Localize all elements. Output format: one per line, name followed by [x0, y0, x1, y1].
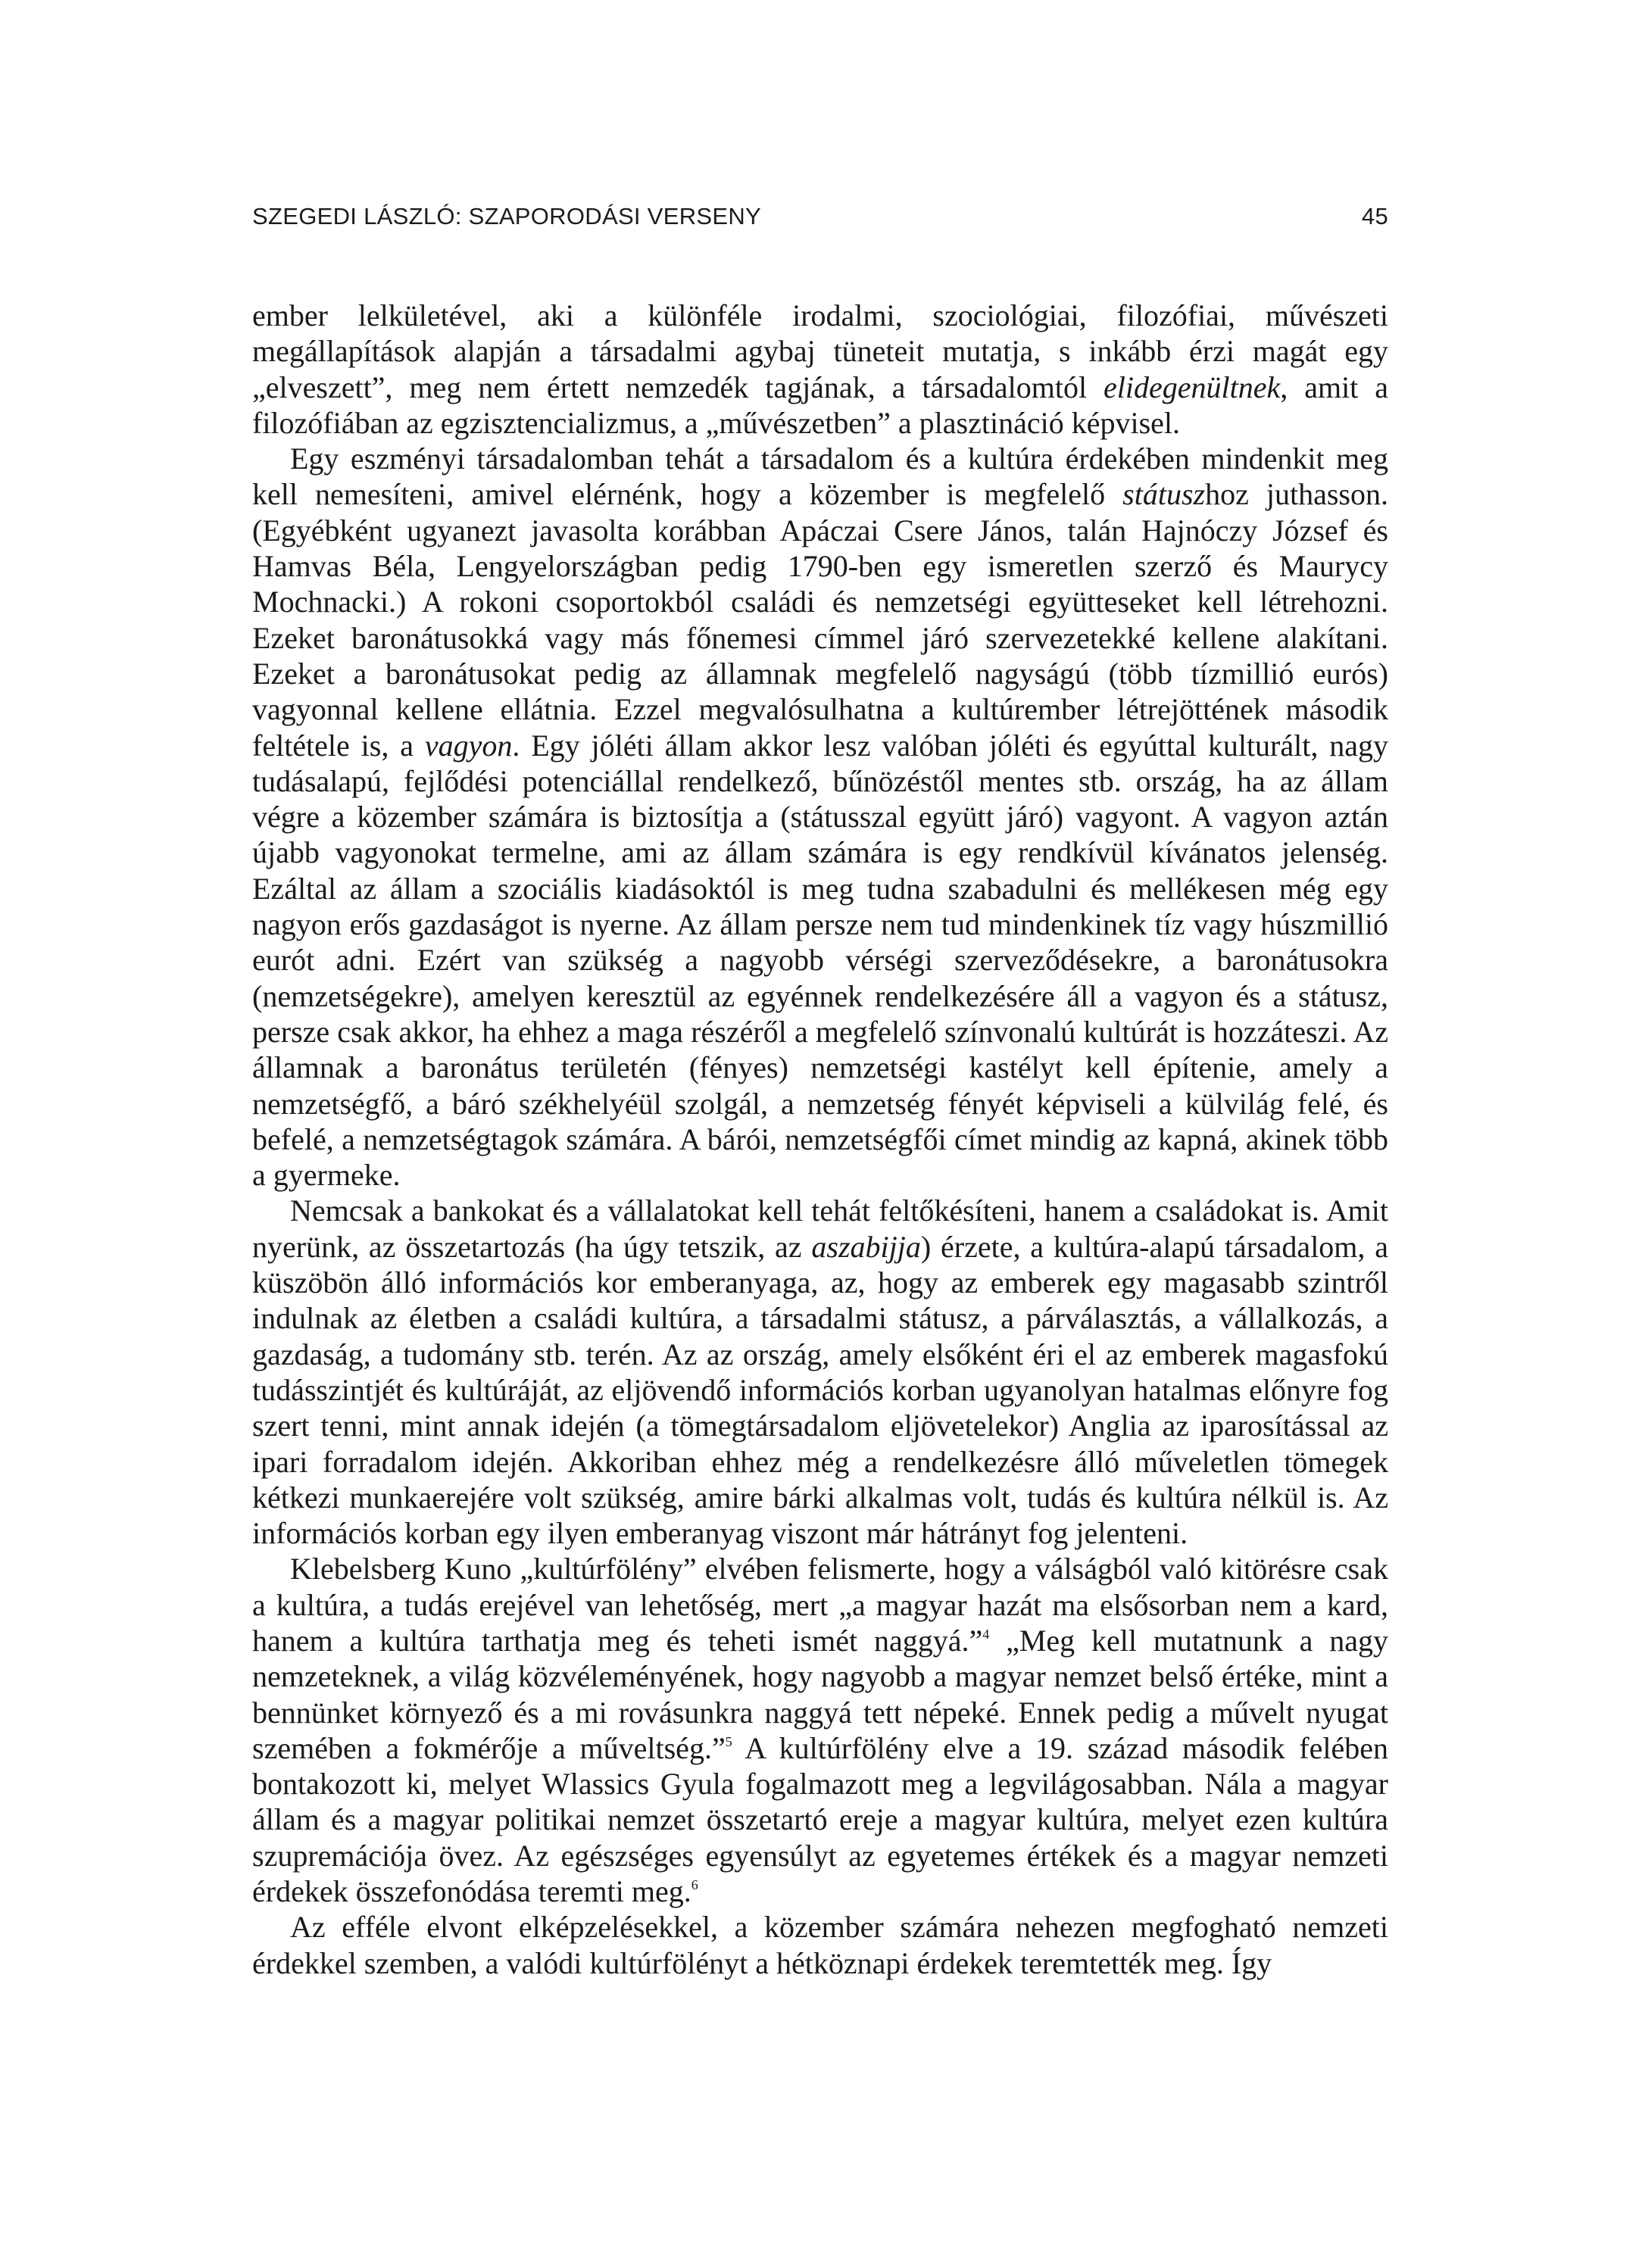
paragraph-text: Az efféle elvont elképzelésekkel, a közember számára nehezen megfogható nemzeti érdekkel szemben, a valódi kultúrfölényt a hétköznapi érdekek teremtették meg. Így: [252, 1910, 1388, 1980]
paragraph-text: , amit a filozófiában az egzisztencializmus, a „művészetben” a plasztináció képvisel.: [252, 370, 1388, 440]
paragraph-text: ember lelkületével, aki a különféle irodalmi, szociológiai, filozófiai, művészeti megállapítások alapján a társadalmi agybaj tüneteit mutatja, s inkább érzi magát egy „elveszett”, meg nem értett nemzedék tagjának, a társadalomtól: [252, 298, 1388, 404]
italic-term: vagyon: [424, 728, 513, 763]
paragraph-text: ) érzete, a kultúra-alapú társadalom, a küszöbön álló információs kor emberanyaga, az, hogy az emberek egy magasabb szintről indulnak az életben a családi kultúra, a társadalmi státusz, a párválasztás, a vállalkozás, a gazdaság, a tudomány stb. terén. Az az ország, amely elsőként éri el az emberek magasfokú tudásszintjét és kultúráját, az eljövendő információs korban ugyanolyan hatalmas előnyre fog szert tenni, mint annak idején (a tömegtársadalom eljövetelekor) Anglia az iparosítással az ipari forradalom idején. Akkoriban ehhez még a rendelkezésre álló műveletlen tömegek kétkezi munkaerejére volt szükség, amire bárki alkalmas volt, tudás és kultúra nélkül is. Az információs korban egy ilyen emberanyag viszont már hátrányt fog jelenteni.: [252, 1229, 1388, 1551]
paragraph-text: A kultúrfölény elve a 19. század második felében bontakozott ki, melyet Wlassics Gyula fogalmazott meg a legvilágosabban. Nála a magyar állam és a magyar politikai nemzet összetartó ereje a magyar kultúra, melyet ezen kultúra szupremációja övez. Az egészséges egyensúlyt az egyetemes értékek és a magyar nemzeti érdekek összefonódása teremti meg.: [252, 1730, 1389, 1909]
paragraph-text: „Meg kell mutatnunk a nagy nemzeteknek, a világ közvéleményének, hogy nagyobb a magyar nemzet belső értéke, mint a bennünket környező és a mi rovásunkra naggyá tett népeké. Ennek pedig a művelt nyugat szemében a fokmérője a műveltség.”: [252, 1623, 1389, 1765]
footnote-ref-6[interactable]: 6: [691, 1877, 698, 1893]
paragraph-5: [252, 1909, 1388, 1981]
page-number: 45: [1361, 203, 1388, 229]
running-title: SZEGEDI LÁSZLÓ: SZAPORODÁSI VERSENY: [252, 203, 762, 229]
paragraph-text: Egy eszményi társadalomban tehát a társadalom és a kultúra érdekében mindenkit meg kell nemesíteni, amivel elérnénk, hogy a közember is megfelelő: [252, 441, 1388, 512]
paragraph-3: [252, 1193, 1388, 1551]
paragraph-text: Klebelsberg Kuno „kultúrfölény” elvében felismerte, hogy a válságból való kitörésre csak a kultúra, a tudás erejével van lehetőség, mert „a magyar hazát ma elsősorban nem a kard, hanem a kultúra tarthatja meg és teheti ismét naggyá.”: [252, 1552, 1388, 1658]
paragraph-1: [252, 298, 1388, 441]
paragraph-4: [252, 1551, 1388, 1909]
paragraph-text: . Egy jóléti állam akkor lesz valóban jóléti és egyúttal kulturált, nagy tudásalapú, fejlődési potenciállal rendelkező, bűnözéstől mentes stb. ország, ha az állam végre a közember számára is biztosítja a (státusszal együtt járó) vagyont. A vagyon aztán újabb vagyonokat termelne, ami az állam számára is egy rendkívül kívánatos jelenség. Ezáltal az állam a szociális kiadásoktól is meg tudna szabadulni és mellékesen még egy nagyon erős gazdaságot is nyerne. Az állam persze nem tud mindenkinek tíz vagy húszmillió eurót adni. Ezért van szükség a nagyobb vérségi szerveződésekre, a baronátusokra (nemzetségekre), amelyen keresztül az egyénnek rendelkezésére áll a vagyon és a státusz, persze csak akkor, ha ehhez a maga részéről a megfelelő színvonalú kultúrát is hozzáteszi. Az államnak a baronátus területén (fényes) nemzetségi kastélyt kell építenie, amely a nemzetségfő, a báró székhelyéül szolgál, a nemzetség fényét képviseli a külvilág felé, és befelé, a nemzetségtagok számára. A bárói, nemzetségfői címet mindig az kapná, akinek több a gyermeke.: [252, 728, 1388, 1193]
italic-term: elidegenültnek: [1104, 370, 1281, 404]
paragraph-text: Nemcsak a bankokat és a vállalatokat kell tehát feltőkésíteni, hanem a családokat is. Amit nyerünk, az összetartozás (ha úgy tetszik, az: [252, 1193, 1388, 1264]
body-text: [252, 298, 1388, 1981]
italic-term: státusz: [1122, 477, 1206, 512]
italic-term: aszabijja: [811, 1229, 921, 1264]
footnote-ref-4[interactable]: 4: [982, 1626, 990, 1642]
paragraph-2: [252, 441, 1388, 1193]
running-header: [252, 203, 1388, 241]
paragraph-text: hoz juthasson. (Egyébként ugyanezt javasolta korábban Apáczai Csere János, talán Hajnóczy József és Hamvas Béla, Lengyelországban pedig 1790-ben egy ismeretlen szerző és Maurycy Mochnacki.) A rokoni csoportokból családi és nemzetségi együtteseket kell létrehozni. Ezeket baronátusokká vagy más főnemesi címmel járó szervezetekké kellene alakítani. Ezeket a baronátusokat pedig az államnak megfelelő nagyságú (több tízmillió eurós) vagyonnal kellene ellátnia. Ezzel megvalósulhatna a kultúrember létrejöttének második feltétele is, a: [252, 477, 1388, 763]
footnote-ref-5[interactable]: 5: [725, 1733, 732, 1749]
